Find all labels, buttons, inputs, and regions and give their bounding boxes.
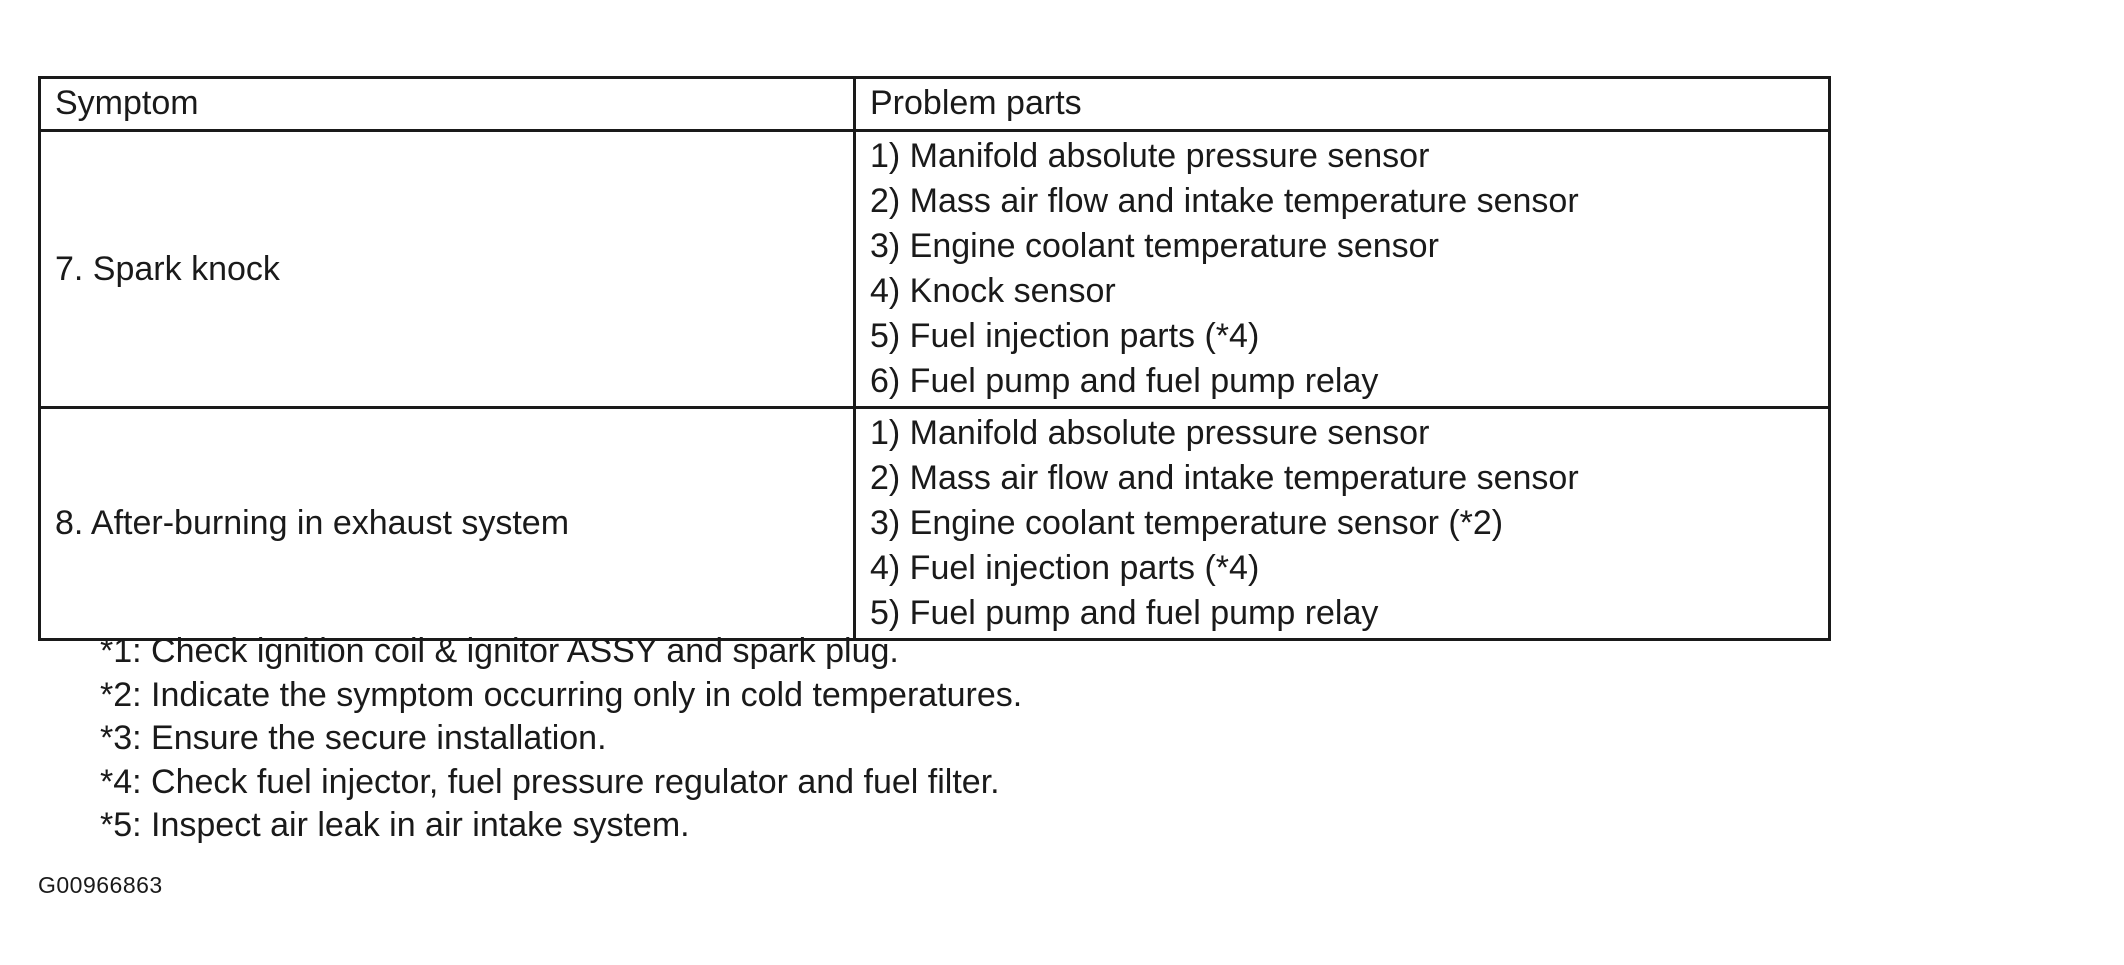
problem-parts-list — [870, 134, 1814, 404]
footnote: *5: Inspect air leak in air intake system. — [100, 806, 690, 844]
list-item: 2) Mass air flow and intake temperature sensor — [870, 459, 1579, 497]
problem-parts-cell — [855, 408, 1830, 640]
symptom-cell: 7. Spark knock — [40, 131, 855, 408]
problem-parts-column-header: Problem parts — [855, 78, 1830, 131]
list-item: 1) Manifold absolute pressure sensor — [870, 137, 1430, 175]
table-header-row — [40, 78, 1830, 131]
list-item: 5) Fuel injection parts (*4) — [870, 317, 1260, 355]
footnotes — [100, 630, 1022, 848]
symptom-table — [38, 76, 1831, 641]
table-row — [40, 131, 1830, 408]
symptom-column-header: Symptom — [40, 78, 855, 131]
problem-parts-cell — [855, 131, 1830, 408]
footnote: *4: Check fuel injector, fuel pressure regulator and fuel filter. — [100, 762, 1000, 801]
footnote: *2: Indicate the symptom occurring only in cold temperatures. — [100, 675, 1023, 714]
list-item: 4) Fuel injection parts (*4) — [870, 549, 1260, 587]
list-item: 1) Manifold absolute pressure sensor — [870, 414, 1430, 452]
list-item: 6) Fuel pump and fuel pump relay — [870, 362, 1379, 400]
symptom-cell: 8. After-burning in exhaust system — [40, 408, 855, 640]
table-row — [40, 408, 1830, 640]
problem-parts-list — [870, 411, 1814, 636]
list-item: 4) Knock sensor — [870, 272, 1116, 310]
list-item: 2) Mass air flow and intake temperature sensor — [870, 182, 1579, 220]
list-item: 3) Engine coolant temperature sensor — [870, 227, 1439, 265]
list-item: 5) Fuel pump and fuel pump relay — [870, 594, 1379, 632]
footnote: *1: Check ignition coil & ignitor ASSY and spark plug. — [100, 632, 899, 670]
footnote: *3: Ensure the secure installation. — [100, 719, 607, 757]
list-item: 3) Engine coolant temperature sensor (*2) — [870, 504, 1504, 542]
figure-id: G00966863 — [38, 872, 163, 898]
